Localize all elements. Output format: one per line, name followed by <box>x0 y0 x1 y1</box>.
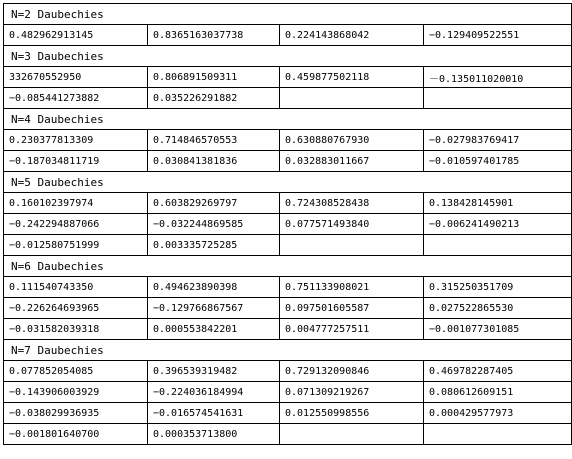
section-title: N=7 Daubechies <box>4 340 572 361</box>
section-header-row <box>4 4 572 25</box>
coefficient-cell: －0.135011020010 <box>424 67 572 88</box>
coefficient-cell: 0.071309219267 <box>280 382 424 403</box>
section-header-row <box>4 340 572 361</box>
coefficient-cell: −0.187034811719 <box>4 151 148 172</box>
coefficient-cell: 0.630880767930 <box>280 130 424 151</box>
coefficient-cell: 0.806891509311 <box>148 67 280 88</box>
coefficient-cell: −0.129766867567 <box>148 298 280 319</box>
table-row <box>4 214 572 235</box>
section-header-row <box>4 46 572 67</box>
table-row <box>4 151 572 172</box>
table-row <box>4 193 572 214</box>
coefficient-cell <box>424 235 572 256</box>
section-title: N=4 Daubechies <box>4 109 572 130</box>
coefficient-cell: −0.129409522551 <box>424 25 572 46</box>
coefficient-cell: 0.469782287405 <box>424 361 572 382</box>
coefficient-cell: 0.111540743350 <box>4 277 148 298</box>
table-row <box>4 298 572 319</box>
coefficient-cell: −0.038029936935 <box>4 403 148 424</box>
table-row <box>4 319 572 340</box>
coefficient-cell: −0.001801640700 <box>4 424 148 445</box>
coefficient-cell: 0.035226291882 <box>148 88 280 109</box>
coefficient-cell <box>424 88 572 109</box>
coefficient-cell: 0.751133908021 <box>280 277 424 298</box>
coefficient-cell <box>424 424 572 445</box>
coefficient-cell: 0.396539319482 <box>148 361 280 382</box>
section-title: N=5 Daubechies <box>4 172 572 193</box>
coefficient-cell: 0.224143868042 <box>280 25 424 46</box>
section-title: N=3 Daubechies <box>4 46 572 67</box>
table-row <box>4 67 572 88</box>
coefficient-cell: 0.097501605587 <box>280 298 424 319</box>
coefficient-cell: 0.724308528438 <box>280 193 424 214</box>
coefficient-cell: 0.160102397974 <box>4 193 148 214</box>
table-row <box>4 382 572 403</box>
coefficient-cell: −0.001077301085 <box>424 319 572 340</box>
coefficient-cell: −0.006241490213 <box>424 214 572 235</box>
table-row <box>4 25 572 46</box>
coefficient-cell: 0.030841381836 <box>148 151 280 172</box>
coefficient-cell: 0.012550998556 <box>280 403 424 424</box>
section-title: N=6 Daubechies <box>4 256 572 277</box>
coefficient-cell: −0.085441273882 <box>4 88 148 109</box>
table-row <box>4 403 572 424</box>
coefficient-cell: 0.077571493840 <box>280 214 424 235</box>
coefficient-cell: −0.143906003929 <box>4 382 148 403</box>
section-header-row <box>4 256 572 277</box>
coefficient-cell: 0.003335725285 <box>148 235 280 256</box>
coefficient-cell: 0.000429577973 <box>424 403 572 424</box>
coefficient-cell: 0.027522865530 <box>424 298 572 319</box>
coefficient-cell <box>280 88 424 109</box>
table-row <box>4 277 572 298</box>
coefficient-cell: 0.729132090846 <box>280 361 424 382</box>
coefficient-cell: −0.226264693965 <box>4 298 148 319</box>
coefficient-cell: 0.000353713800 <box>148 424 280 445</box>
coefficient-cell: 0.714846570553 <box>148 130 280 151</box>
table-row <box>4 424 572 445</box>
coefficient-cell: −0.010597401785 <box>424 151 572 172</box>
coefficient-cell: 0.138428145901 <box>424 193 572 214</box>
daubechies-coefficients-table <box>3 3 572 445</box>
coefficient-cell: 0.230377813309 <box>4 130 148 151</box>
coefficient-cell <box>280 424 424 445</box>
table-row <box>4 361 572 382</box>
coefficient-cell: 0.032883011667 <box>280 151 424 172</box>
coefficient-cell: −0.031582039318 <box>4 319 148 340</box>
table-row <box>4 88 572 109</box>
coefficient-cell: 0.459877502118 <box>280 67 424 88</box>
coefficient-cell: −0.224036184994 <box>148 382 280 403</box>
coefficient-cell: −0.032244869585 <box>148 214 280 235</box>
section-title: N=2 Daubechies <box>4 4 572 25</box>
coefficient-cell: 0.004777257511 <box>280 319 424 340</box>
coefficient-cell: 0.494623890398 <box>148 277 280 298</box>
coefficient-cell <box>280 235 424 256</box>
table-row <box>4 235 572 256</box>
coefficient-cell: 0.077852054085 <box>4 361 148 382</box>
section-header-row <box>4 172 572 193</box>
section-header-row <box>4 109 572 130</box>
coefficient-cell: 0.315250351709 <box>424 277 572 298</box>
coefficient-cell: 0.482962913145 <box>4 25 148 46</box>
coefficient-cell: 0.080612609151 <box>424 382 572 403</box>
coefficient-cell: −0.027983769417 <box>424 130 572 151</box>
coefficient-cell: 0.000553842201 <box>148 319 280 340</box>
table-body <box>4 4 572 445</box>
coefficient-cell: −0.012580751999 <box>4 235 148 256</box>
coefficient-cell: −0.242294887066 <box>4 214 148 235</box>
coefficient-cell: −0.016574541631 <box>148 403 280 424</box>
coefficient-cell: 0.8365163037738 <box>148 25 280 46</box>
coefficient-cell: 332670552950 <box>4 67 148 88</box>
table-row <box>4 130 572 151</box>
coefficient-cell: 0.603829269797 <box>148 193 280 214</box>
